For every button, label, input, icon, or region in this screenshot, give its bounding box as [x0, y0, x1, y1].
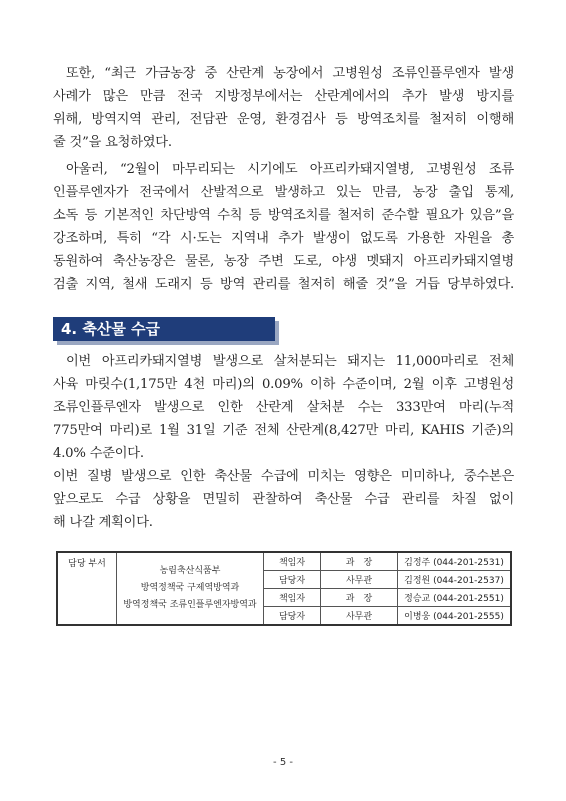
- text-line: 강조하며, 특히 “각 시·도는 지역내 추가 발생이 없도록 가용한 자원을 총: [53, 231, 514, 246]
- role-cell: 책임자: [264, 552, 321, 571]
- paragraph-emphasis: [53, 158, 514, 296]
- department-ministry: 농림축산식품부: [159, 566, 221, 576]
- text-line: 인플루엔자가 전국에서 산발적으로 발생하고 있는 만큼, 농장 출입 통제,: [53, 185, 514, 200]
- text-line: 해 나갈 계획이다.: [53, 515, 153, 530]
- department-ai: 방역정책국 조류인플루엔자방역과: [123, 600, 257, 610]
- role-cell: 담당자: [264, 607, 321, 626]
- page-number: - 5 -: [273, 757, 293, 768]
- text-line: 4.0% 수준이다.: [53, 446, 144, 461]
- department-fmd: 방역정책국 구제역방역과: [140, 583, 240, 593]
- text-line: 소독 등 기본적인 차단방역 수칙 등 방역조치를 철저히 준수할 필요가 있음”을: [53, 208, 514, 223]
- text-line: 줄 것”을 요청하였다.: [53, 135, 172, 150]
- text-line: 위해, 방역지역 관리, 전담관 운영, 환경검사 등 방역조치를 철저히 이행해: [53, 112, 514, 127]
- role-cell: 책임자: [264, 589, 321, 607]
- text-line: 조류인플루엔자 발생으로 인한 산란계 살처분 수는 333만여 마리(누적: [53, 400, 514, 415]
- role-cell: 담당자: [264, 571, 321, 589]
- person-cell: 정승교 (044-201-2551): [398, 589, 512, 607]
- text-line: 앞으로도 수급 상황을 면밀히 관찰하여 축산물 수급 관리를 차질 없이: [53, 492, 514, 507]
- text-line: 사례가 많은 만큼 전국 지방정부에서는 산란계에서의 추가 발생 방지를: [53, 89, 514, 104]
- contact-table: [56, 551, 512, 626]
- table-row: [57, 552, 511, 571]
- text-line: 775만여 마리)로 1월 31일 기준 전체 산란계(8,427만 마리, KAHIS 기준)의: [53, 423, 514, 438]
- text-line: 아울러, “2월이 마무리되는 시기에도 아프리카돼지열병, 고병원성 조류: [66, 162, 514, 177]
- contact-label: 담당 부서: [57, 552, 117, 625]
- text-line: 검출 지역, 철새 도래지 등 방역 관리를 철저히 해줄 것”을 거듭 당부하였다.: [53, 277, 514, 292]
- title-cell: 사무관: [321, 607, 398, 626]
- text-line: 이번 아프리카돼지열병 발생으로 살처분되는 돼지는 11,000마리로 전체: [66, 354, 514, 369]
- paragraph-supply: [53, 350, 514, 534]
- paragraph-request: [53, 62, 514, 154]
- person-cell: 이병웅 (044-201-2555): [398, 607, 512, 626]
- text-line: 이번 질병 발생으로 인한 축산물 수급에 미치는 영향은 미미하나, 중수본은: [53, 469, 514, 484]
- person-cell: 김정주 (044-201-2531): [398, 552, 512, 571]
- title-cell: 과 장: [321, 552, 398, 571]
- text-line: 또한, “최근 가금농장 중 산란계 농장에서 고병원성 조류인플루엔자 발생: [66, 66, 514, 81]
- title-cell: 과 장: [321, 589, 398, 607]
- department-cell: [117, 552, 264, 625]
- text-line: 동원하여 축산농장은 물론, 농장 주변 도로, 야생 멧돼지 아프리카돼지열병: [53, 254, 514, 269]
- text-line: 사육 마릿수(1,175만 4천 마리)의 0.09% 이하 수준이며, 2월 이후 고병원성: [53, 377, 514, 392]
- section-heading: 4. 축산물 수급: [53, 317, 275, 341]
- person-cell: 김정원 (044-201-2537): [398, 571, 512, 589]
- title-cell: 사무관: [321, 571, 398, 589]
